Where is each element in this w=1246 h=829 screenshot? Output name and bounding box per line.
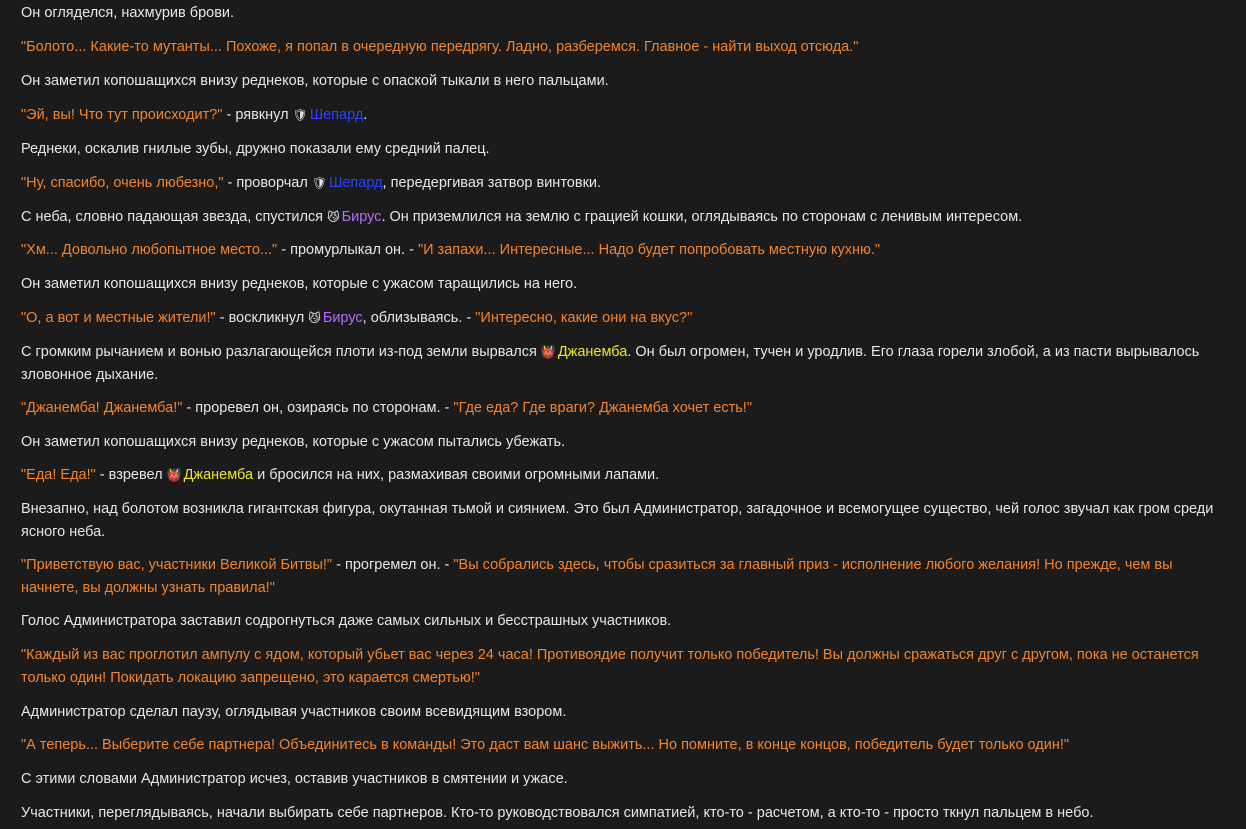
narration-text: и бросился на них, размахивая своими огромными лапами. (253, 467, 660, 483)
narration-text: Он огляделся, нахмурив брови. (21, 5, 235, 21)
character-icon: 🛡 (292, 108, 308, 122)
story-paragraph (21, 464, 1225, 487)
story-paragraph (21, 36, 1225, 59)
story-paragraph (21, 239, 1225, 262)
narration-text: Участники, переглядываясь, начали выбирать себе партнеров. Кто-то руководствовался симпатией, кто-то - расчетом, а кто-то - просто ткнул пальцем в небо. (21, 805, 1094, 821)
character-icon: 👹 (540, 345, 556, 359)
speech-text: "Приветствую вас, участники Великой Битвы!" (21, 557, 333, 573)
speech-text: "И запахи... Интересные... Надо будет попробовать местную кухню." (417, 242, 881, 258)
speech-text: "Ну, спасибо, очень любезно," (21, 175, 224, 191)
story-paragraph (21, 701, 1225, 724)
character-name-janemba: Джанемба (183, 467, 254, 483)
narration-text: . Он приземлился на землю с грацией кошки, оглядываясь по сторонам с ленивым интересом. (381, 209, 1023, 225)
character-name-birus: Бирус (341, 209, 382, 225)
character-name-shepard: Шепард (329, 175, 383, 191)
story-paragraph (21, 768, 1225, 791)
story-paragraph (21, 397, 1225, 420)
speech-text: "Вы собрались здесь, чтобы сразиться за главный приз - исполнение любого желания! Но прежде, чем вы начнете, вы должны узнать правила!" (21, 557, 1173, 596)
narration-text: - рявкнул (222, 107, 293, 123)
story-paragraph (21, 2, 1225, 25)
narration-text: - проревел он, озираясь по сторонам. - (182, 400, 454, 416)
narration-text: - проворчал (223, 175, 312, 191)
story-paragraph (21, 610, 1225, 633)
speech-text: "О, а вот и местные жители!" (21, 310, 216, 326)
speech-text: "Где еда? Где враги? Джанемба хочет есть!" (453, 400, 752, 416)
character-icon: 👹 (166, 468, 182, 482)
story-paragraph (21, 70, 1225, 93)
narration-text: - промурлыкал он. - (277, 242, 418, 258)
speech-text: "Каждый из вас проглотил ампулу с ядом, который убьет вас через 24 часа! Противоядие получит только победитель! Вы должны сражаться друг с другом, пока не останется только один! Покидать локацию запрещено, это карается смертью!" (21, 647, 1199, 686)
narration-text: С этими словами Администратор исчез, оставив участников в смятении и ужасе. (21, 771, 568, 787)
narration-text: С неба, словно падающая звезда, спустился (21, 209, 328, 225)
story-paragraph (21, 138, 1225, 161)
narration-text: . Он был огромен, тучен и уродлив. Его глаза горели злобой, а из пасти вырывалось зловонное дыхание. (21, 344, 1200, 383)
narration-text: . (363, 107, 368, 123)
narration-text: - взревел (95, 467, 167, 483)
story-paragraph (21, 554, 1225, 599)
story-paragraph (21, 644, 1225, 689)
speech-text: "Еда! Еда!" (21, 467, 96, 483)
story-paragraph (21, 307, 1225, 330)
narration-text: , облизываясь. - (362, 310, 476, 326)
story-paragraph (21, 431, 1225, 454)
speech-text: "Интересно, какие они на вкус?" (475, 310, 693, 326)
narration-text: Он заметил копошащихся внизу реднеков, которые с ужасом таращились на него. (21, 276, 578, 292)
speech-text: "Эй, вы! Что тут происходит?" (21, 107, 223, 123)
story-paragraph (21, 734, 1225, 757)
narration-text: Внезапно, над болотом возникла гигантская фигура, окутанная тьмой и сиянием. Это был Администратор, загадочное и всемогущее существо, чей голос звучал как гром среди ясного неба. (21, 501, 1214, 540)
story-paragraph (21, 172, 1225, 195)
character-name-birus: Бирус (322, 310, 363, 326)
narration-text: Он заметил копошащихся внизу реднеков, которые с ужасом пытались убежать. (21, 434, 566, 450)
narration-text: Голос Администратора заставил содрогнуться даже самых сильных и бесстрашных участников. (21, 613, 672, 629)
story-paragraph (21, 206, 1225, 229)
narration-text: - воскликнул (215, 310, 309, 326)
narration-text: - прогремел он. - (332, 557, 454, 573)
speech-text: "Джанемба! Джанемба!" (21, 400, 183, 416)
narration-text: Он заметил копошащихся внизу реднеков, которые с опаской тыкали в него пальцами. (21, 73, 609, 89)
character-icon: 😼 (327, 210, 340, 224)
speech-text: "Болото... Какие-то мутанты... Похоже, я попал в очередную передрягу. Ладно, разберемся. Главное - найти выход отсюда." (21, 39, 859, 55)
character-icon: 🛡 (311, 176, 328, 190)
narration-text: С громким рычанием и вонью разлагающейся плоти из-под земли вырвался (21, 344, 541, 360)
character-name-janemba: Джанемба (557, 344, 628, 360)
story-paragraph (21, 104, 1225, 127)
story-paragraph (21, 802, 1225, 825)
narration-text: , передергивая затвор винтовки. (382, 175, 602, 191)
character-name-shepard: Шепард (309, 107, 364, 123)
narration-text: Администратор сделал паузу, оглядывая участников своим всевидящим взором. (21, 704, 567, 720)
story-paragraph (21, 341, 1225, 386)
speech-text: "Хм... Довольно любопытное место..." (21, 242, 278, 258)
story-paragraph (21, 273, 1225, 296)
story-paragraph (21, 498, 1225, 543)
speech-text: "А теперь... Выберите себе партнера! Объединитесь в команды! Это даст вам шанс выжить... Но помните, в конце концов, победитель будет только один!" (21, 737, 1070, 753)
narration-text: Реднеки, оскалив гнилые зубы, дружно показали ему средний палец. (21, 141, 490, 157)
character-icon: 😼 (308, 311, 321, 325)
